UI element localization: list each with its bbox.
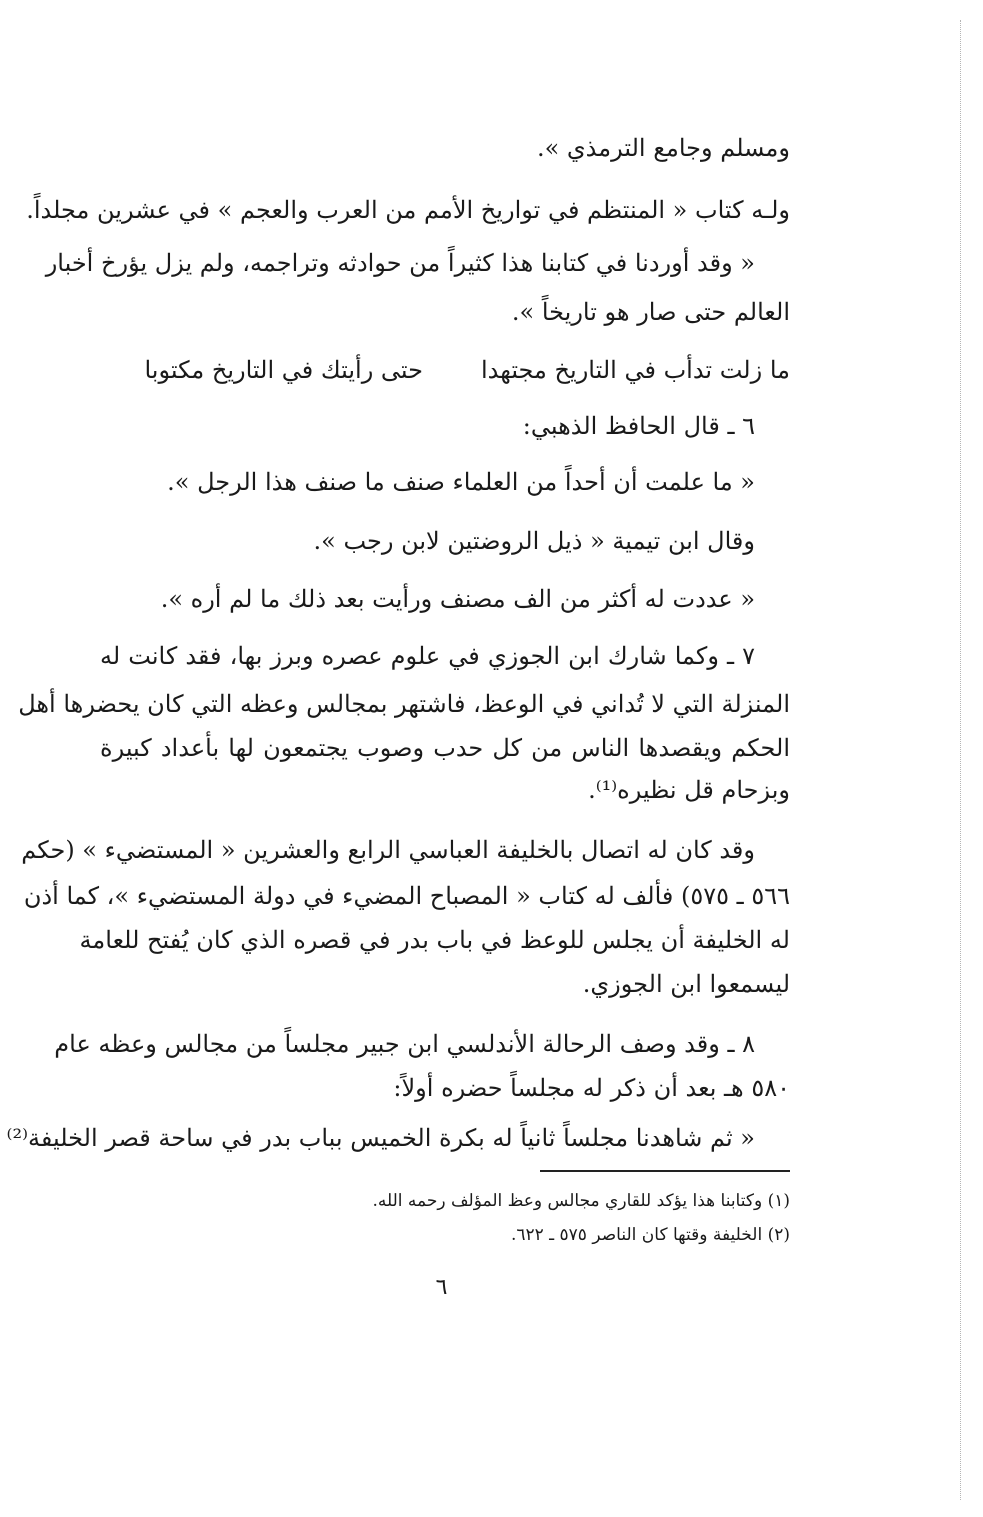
text-line-18: ٨ ـ وقد وصف الرحالة الأندلسي ابن جبير مجلساً من مجالس وعظه عام	[54, 1030, 755, 1058]
text-line-17: ليسمعوا ابن الجوزي.	[582, 970, 790, 998]
poem-hemistich-right: ما زلت تدأب في التاريخ مجتهدا	[480, 356, 790, 384]
text-line-2: ولـه كتاب « المنتظم في تواريخ الأمم من العرب والعجم » في عشرين مجلداً.	[26, 196, 790, 224]
text-line-20: « ثم شاهدنا مجلساً ثانياً له بكرة الخميس بباب بدر في ساحة قصر الخليفة⁽²⁾	[6, 1124, 755, 1152]
text-line-9: « عددت له أكثر من الف مصنف ورأيت بعد ذلك ما لم أره ».	[160, 585, 755, 613]
text-line-6: ٦ ـ قال الحافظ الذهبي:	[522, 412, 755, 440]
text-line-1: ومسلم وجامع الترمذي ».	[536, 134, 790, 162]
text-line-12: الحكم ويقصدها الناس من كل حدب وصوب يجتمعون لها بأعداد كبيرة	[100, 734, 790, 762]
footnote-1: (١) وكتابنا هذا يؤكد للقاري مجالس وعظ المؤلف رحمه الله.	[372, 1191, 790, 1211]
footnote-2: (٢) الخليفة وقتها كان الناصر ٥٧٥ ـ ٦٢٢.	[510, 1225, 790, 1245]
text-line-3: « وقد أوردنا في كتابنا هذا كثيراً من حوادثه وتراجمه، ولم يزل يؤرخ أخبار	[45, 249, 755, 277]
text-line-7: « ما علمت أن أحداً من العلماء صنف ما صنف هذا الرجل ».	[167, 468, 755, 496]
text-line-8: وقال ابن تيمية « ذيل الروضتين لابن رجب ».	[313, 527, 755, 555]
text-line-4: العالم حتى صار هو تاريخاً ».	[511, 298, 790, 326]
scan-margin-line	[960, 20, 961, 1500]
text-line-11: المنزلة التي لا تُداني في الوعظ، فاشتهر بمجالس وعظه التي كان يحضرها أهل	[18, 690, 790, 718]
poem-hemistich-left: حتى رأيتك في التاريخ مكتوبا	[144, 356, 423, 384]
text-line-14: وقد كان له اتصال بالخليفة العباسي الرابع والعشرين « المستضيء » (حكم	[21, 836, 755, 864]
text-line-16: له الخليفة أن يجلس للوعظ في باب بدر في قصره الذي كان يُفتح للعامة	[79, 926, 790, 954]
text-line-10: ٧ ـ وكما شارك ابن الجوزي في علوم عصره وبرز بها، فقد كانت له	[100, 642, 755, 670]
text-line-13: وبزحام قل نظيره⁽¹⁾.	[588, 776, 790, 804]
text-line-19: ٥٨٠ هـ بعد أن ذكر له مجلساً حضره أولاً:	[393, 1074, 790, 1102]
footnote-separator	[540, 1170, 790, 1172]
text-line-15: ٥٦٦ ـ ٥٧٥) فألف له كتاب « المصباح المضيء في دولة المستضيء »، كما أذن	[23, 882, 790, 910]
page-number: ٦	[435, 1275, 448, 1300]
